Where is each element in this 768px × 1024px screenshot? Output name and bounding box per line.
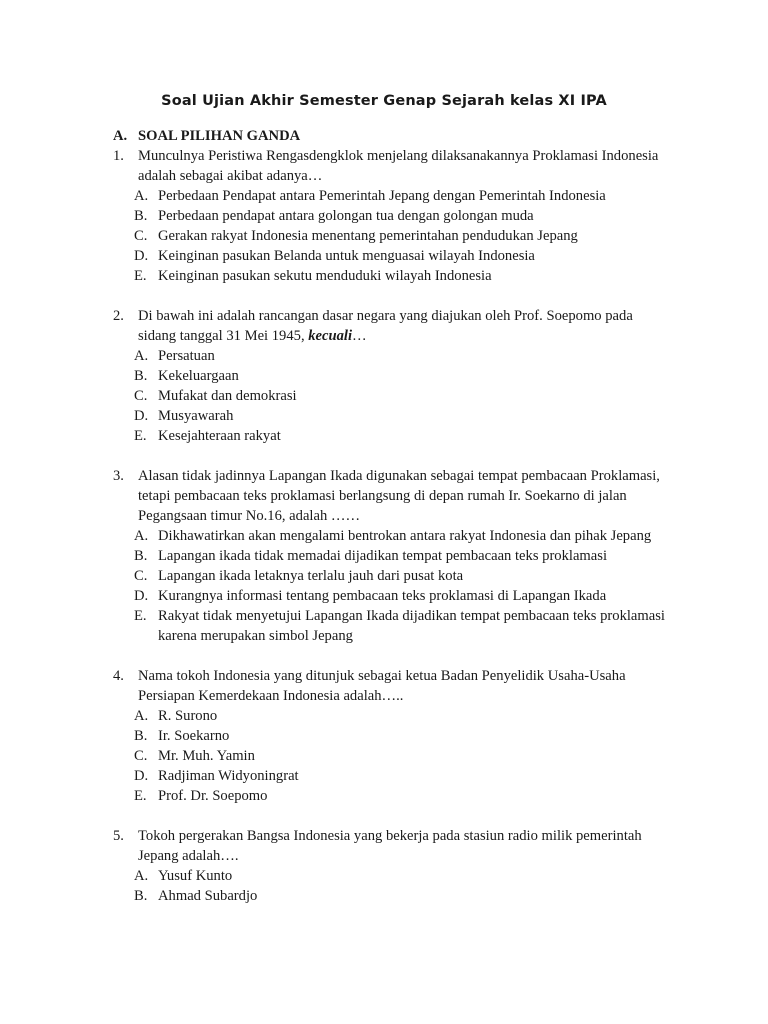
option-letter: E. (134, 608, 147, 624)
option-item (134, 546, 673, 566)
option-letter: C. (134, 388, 148, 404)
question-5 (113, 826, 673, 906)
option-text: Musyawarah (158, 408, 234, 424)
option-letter: B. (134, 728, 148, 744)
question-2 (113, 306, 673, 446)
option-list (134, 346, 673, 446)
option-letter: A. (134, 868, 149, 884)
option-text: Lapangan ikada letaknya terlalu jauh dari pusat kota (158, 568, 464, 584)
option-list (134, 526, 673, 646)
question-text: Munculnya Peristiwa Rengasdengklok menjelang dilaksanakannya Proklamasi Indonesia adalah sebagai akibat adanya… (138, 148, 659, 184)
option-text: Perbedaan Pendapat antara Pemerintah Jepang dengan Pemerintah Indonesia (158, 188, 606, 204)
option-letter: D. (134, 248, 149, 264)
section-title: SOAL PILIHAN GANDA (138, 128, 301, 144)
option-item (134, 386, 673, 406)
option-letter: A. (134, 708, 149, 724)
option-letter: B. (134, 368, 148, 384)
option-text: Prof. Dr. Soepomo (158, 788, 268, 804)
question-stem (113, 826, 673, 866)
option-text: Ahmad Subardjo (158, 888, 258, 904)
option-text: Dikhawatirkan akan mengalami bentrokan antara rakyat Indonesia dan pihak Jepang (158, 528, 652, 544)
option-letter: E. (134, 788, 147, 804)
option-item (134, 266, 673, 286)
option-item (134, 786, 673, 806)
option-text: Rakyat tidak menyetujui Lapangan Ikada dijadikan tempat pembacaan teks proklamasi karena merupakan simbol Jepang (158, 608, 665, 644)
option-item (134, 766, 673, 786)
option-item (134, 406, 673, 426)
option-item (134, 186, 673, 206)
option-item (134, 526, 673, 546)
section-heading (113, 126, 673, 146)
option-item (134, 586, 673, 606)
option-list (134, 866, 673, 906)
question-number: 4. (113, 668, 124, 684)
option-text: Radjiman Widyoningrat (158, 768, 299, 784)
question-stem (113, 146, 673, 186)
option-text: Gerakan rakyat Indonesia menentang pemerintahan pendudukan Jepang (158, 228, 578, 244)
option-letter: A. (134, 188, 149, 204)
option-letter: D. (134, 408, 149, 424)
question-emphasis: kecuali (308, 328, 353, 344)
question-text-main: Di bawah ini adalah rancangan dasar negara yang diajukan oleh Prof. Soepomo pada sidang tanggal 31 Mei 1945, (138, 308, 633, 344)
option-letter: C. (134, 228, 148, 244)
option-list (134, 186, 673, 286)
question-number: 5. (113, 828, 124, 844)
option-item (134, 606, 673, 646)
document-body (113, 126, 673, 926)
option-item (134, 886, 673, 906)
option-letter: D. (134, 768, 149, 784)
option-item (134, 226, 673, 246)
option-letter: D. (134, 588, 149, 604)
option-text: Lapangan ikada tidak memadai dijadikan tempat pembacaan teks proklamasi (158, 548, 607, 564)
option-text: Perbedaan pendapat antara golongan tua dengan golongan muda (158, 208, 534, 224)
question-4 (113, 666, 673, 806)
section-label: A. (113, 128, 128, 144)
question-number: 3. (113, 468, 124, 484)
option-text: Kekeluargaan (158, 368, 239, 384)
option-text: Kesejahteraan rakyat (158, 428, 281, 444)
option-item (134, 426, 673, 446)
option-item (134, 246, 673, 266)
option-item (134, 206, 673, 226)
question-stem (113, 306, 673, 346)
option-item (134, 566, 673, 586)
question-text: Nama tokoh Indonesia yang ditunjuk sebagai ketua Badan Penyelidik Usaha-Usaha Persiapan Kemerdekaan Indonesia adalah….. (138, 668, 626, 704)
question-text: Tokoh pergerakan Bangsa Indonesia yang bekerja pada stasiun radio milik pemerintah Jepang adalah…. (138, 828, 642, 864)
option-text: Persatuan (158, 348, 215, 364)
question-stem (113, 466, 673, 526)
option-text: Mr. Muh. Yamin (158, 748, 255, 764)
option-list (134, 706, 673, 806)
option-letter: A. (134, 348, 149, 364)
document-title: Soal Ujian Akhir Semester Genap Sejarah kelas XI IPA (161, 93, 607, 109)
option-item (134, 726, 673, 746)
option-item (134, 746, 673, 766)
option-item (134, 866, 673, 886)
option-letter: B. (134, 548, 148, 564)
option-item (134, 346, 673, 366)
question-text: Alasan tidak jadinnya Lapangan Ikada digunakan sebagai tempat pembacaan Proklamasi, tetapi pembacaan teks proklamasi berlangsung di depan rumah Ir. Soekarno di jalan Pegangsaan timur No.16, adalah …… (138, 468, 660, 524)
option-letter: C. (134, 748, 148, 764)
option-item (134, 366, 673, 386)
option-letter: E. (134, 428, 147, 444)
option-text: Kurangnya informasi tentang pembacaan teks proklamasi di Lapangan Ikada (158, 588, 607, 604)
option-text: Keinginan pasukan sekutu menduduki wilayah Indonesia (158, 268, 492, 284)
option-letter: B. (134, 208, 148, 224)
option-letter: B. (134, 888, 148, 904)
question-text (138, 306, 673, 346)
question-1 (113, 146, 673, 286)
option-text: Keinginan pasukan Belanda untuk menguasai wilayah Indonesia (158, 248, 535, 264)
option-text: Yusuf Kunto (158, 868, 233, 884)
option-letter: E. (134, 268, 147, 284)
question-stem (113, 666, 673, 706)
option-item (134, 706, 673, 726)
option-text: Ir. Soekarno (158, 728, 230, 744)
question-3 (113, 466, 673, 646)
option-letter: C. (134, 568, 148, 584)
question-number: 2. (113, 308, 124, 324)
option-text: R. Surono (158, 708, 218, 724)
question-text-end: … (352, 328, 367, 344)
option-text: Mufakat dan demokrasi (158, 388, 297, 404)
question-number: 1. (113, 148, 124, 164)
option-letter: A. (134, 528, 149, 544)
